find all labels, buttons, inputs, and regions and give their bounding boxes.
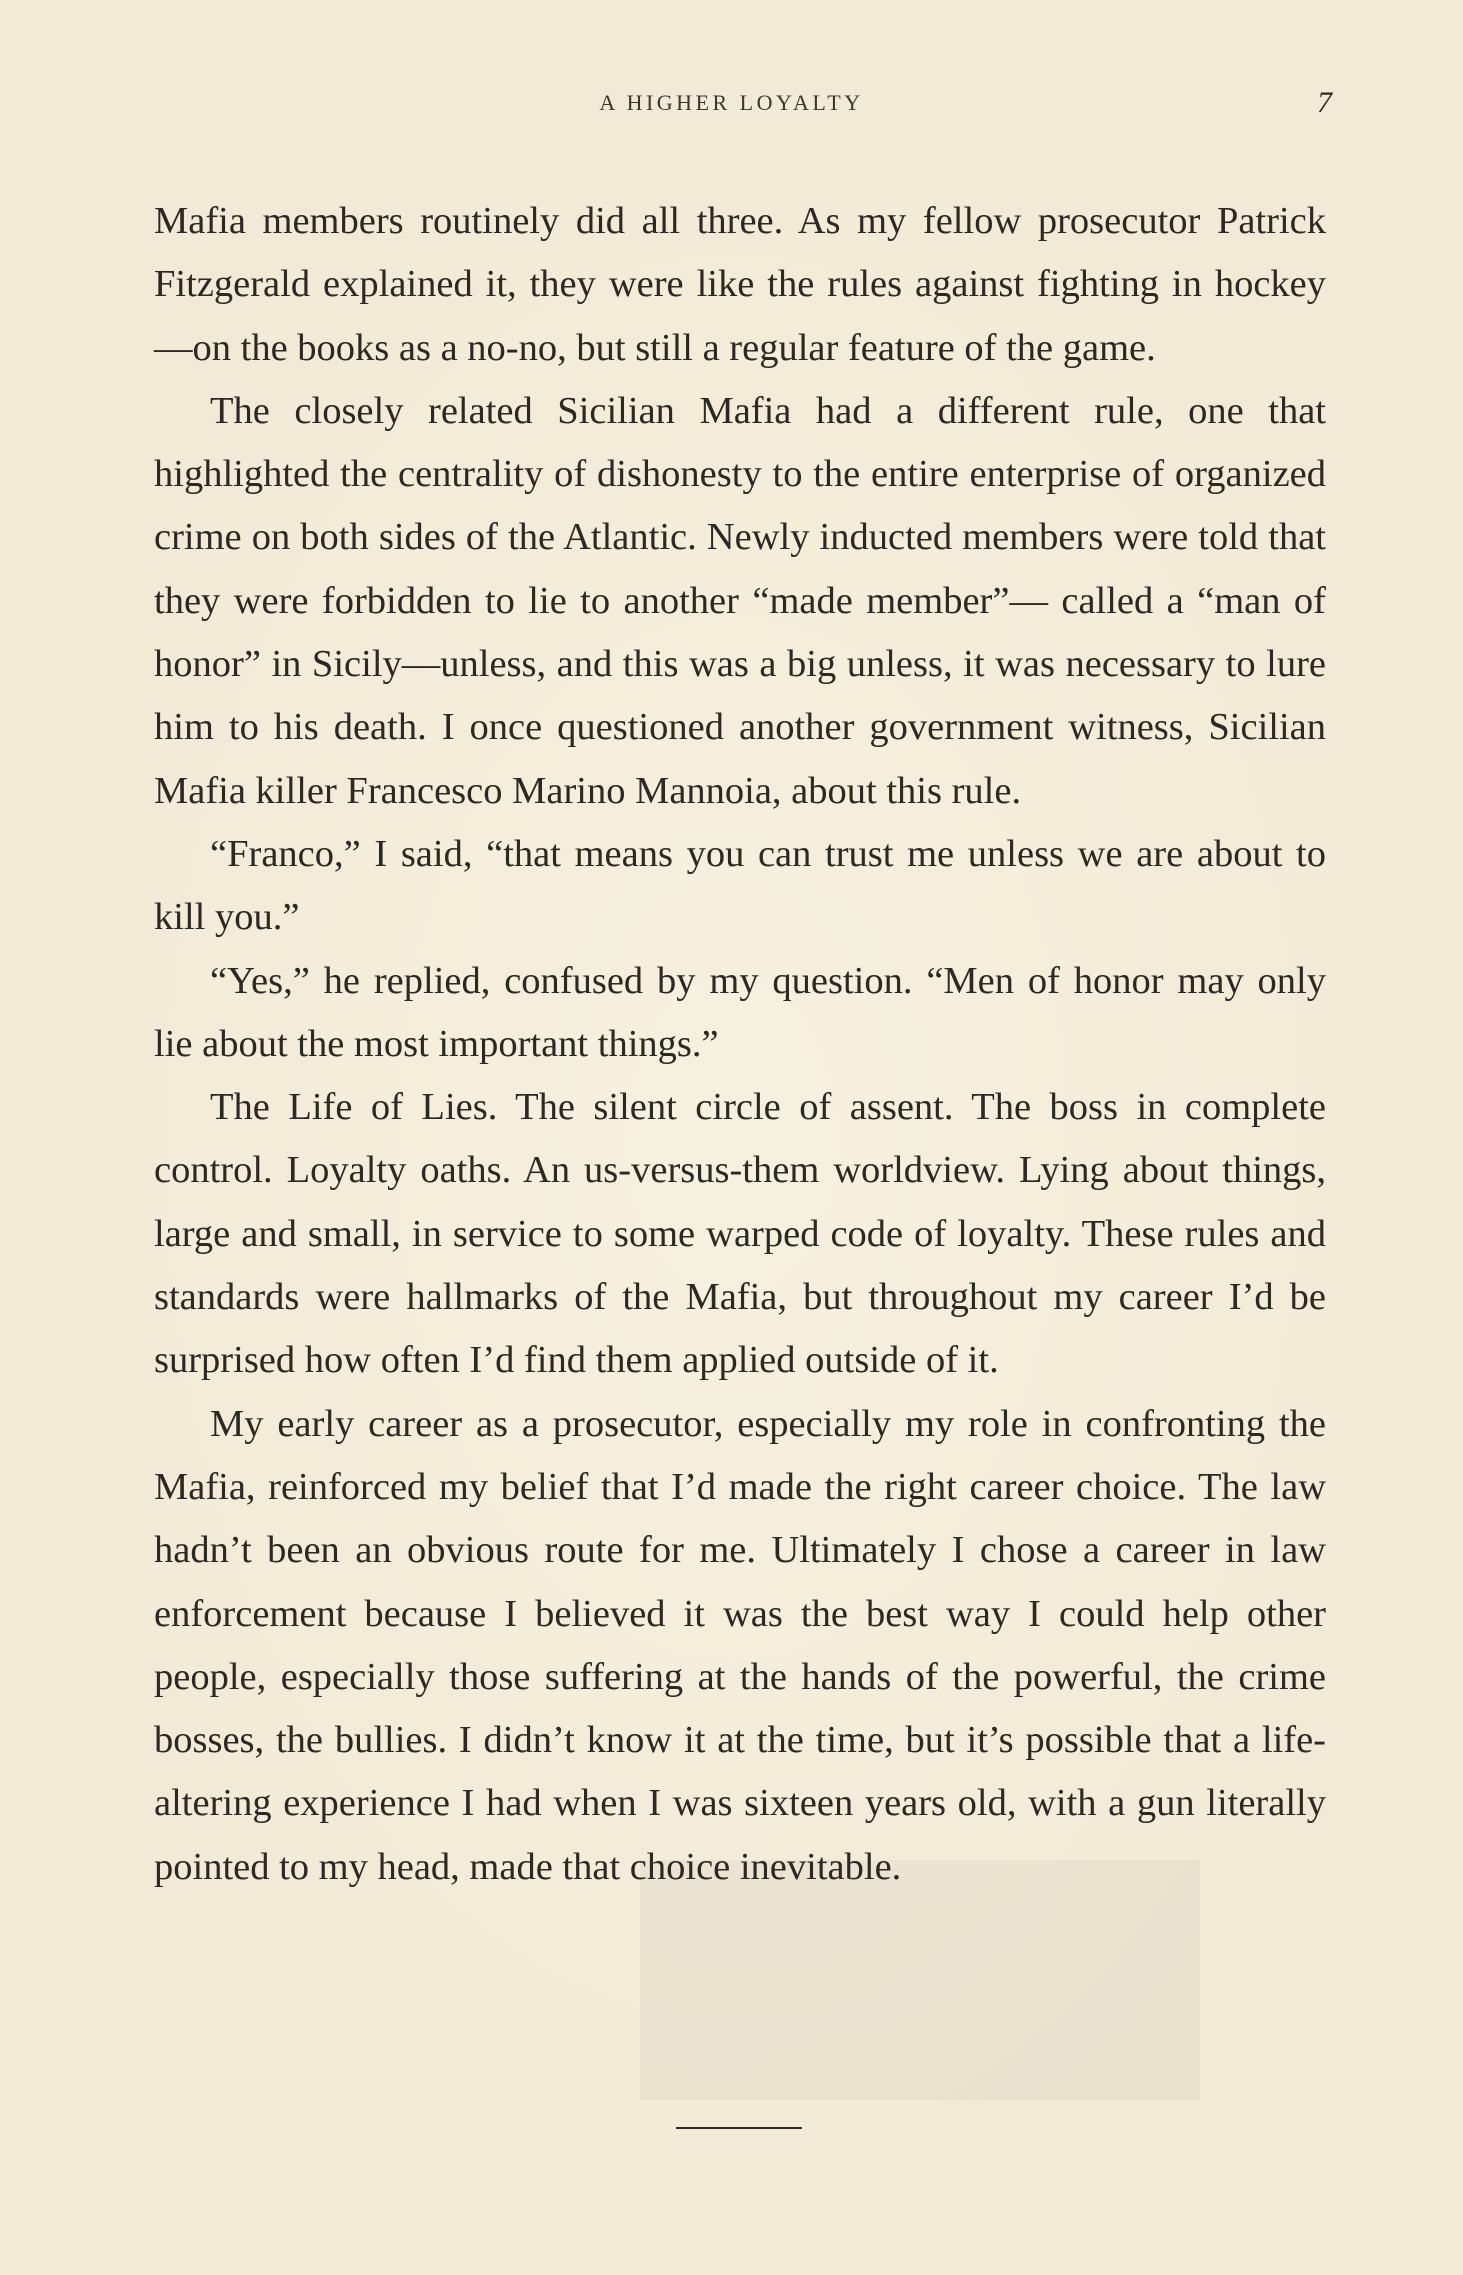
running-header <box>0 86 1463 126</box>
paragraph: “Franco,” I said, “that means you can trust me unless we are about to kill you.” <box>154 832 1326 939</box>
section-break-rule <box>676 2127 802 2129</box>
running-title: A HIGHER LOYALTY <box>599 90 864 115</box>
paragraph: My early career as a prosecutor, especially my role in confronting the Mafia, reinforced my belief that I’d made the right career choice. The law hadn’t been an obvious route for me. Ultimately I chose a career in law enforcement because I believed it was the best way I could help other people, especially those suffering at the hands of the powerful, the crime bosses, the bullies. I didn’t know it at the time, but it’s possible that a life-altering experience I had when I was sixteen years old, with a gun literally pointed to my head, made that choice inevitable. <box>154 1402 1326 1888</box>
paragraph: The closely related Sicilian Mafia had a different rule, one that highlighted the centrality of dishonesty to the entire enterprise of organized crime on both sides of the Atlantic. Newly inducted members were told that they were forbidden to lie to another “made member”— called a “man of honor” in Sicily—unless, and this was a big unless, it was necessary to lure him to his death. I once questioned another government witness, Sicilian Mafia killer Francesco Marino Mannoia, about this rule. <box>154 389 1326 812</box>
body-text <box>154 190 1326 1899</box>
paragraph: “Yes,” he replied, confused by my question. “Men of honor may only lie about the most important things.” <box>154 959 1326 1065</box>
page-number: 7 <box>1317 86 1332 119</box>
paragraph: The Life of Lies. The silent circle of assent. The boss in complete control. Loyalty oaths. An us-versus-them worldview. Lying about things, large and small, in service to some warped code of loyalty. These rules and standards were hallmarks of the Mafia, but throughout my career I’d be surprised how often I’d find them applied outside of it. <box>154 1086 1326 1382</box>
paragraph: Mafia members routinely did all three. As my fellow prosecutor Patrick Fitzgerald explained it, they were like the rules against fighting in hockey—on the books as a no-no, but still a regular feature of the game. <box>154 200 1326 369</box>
